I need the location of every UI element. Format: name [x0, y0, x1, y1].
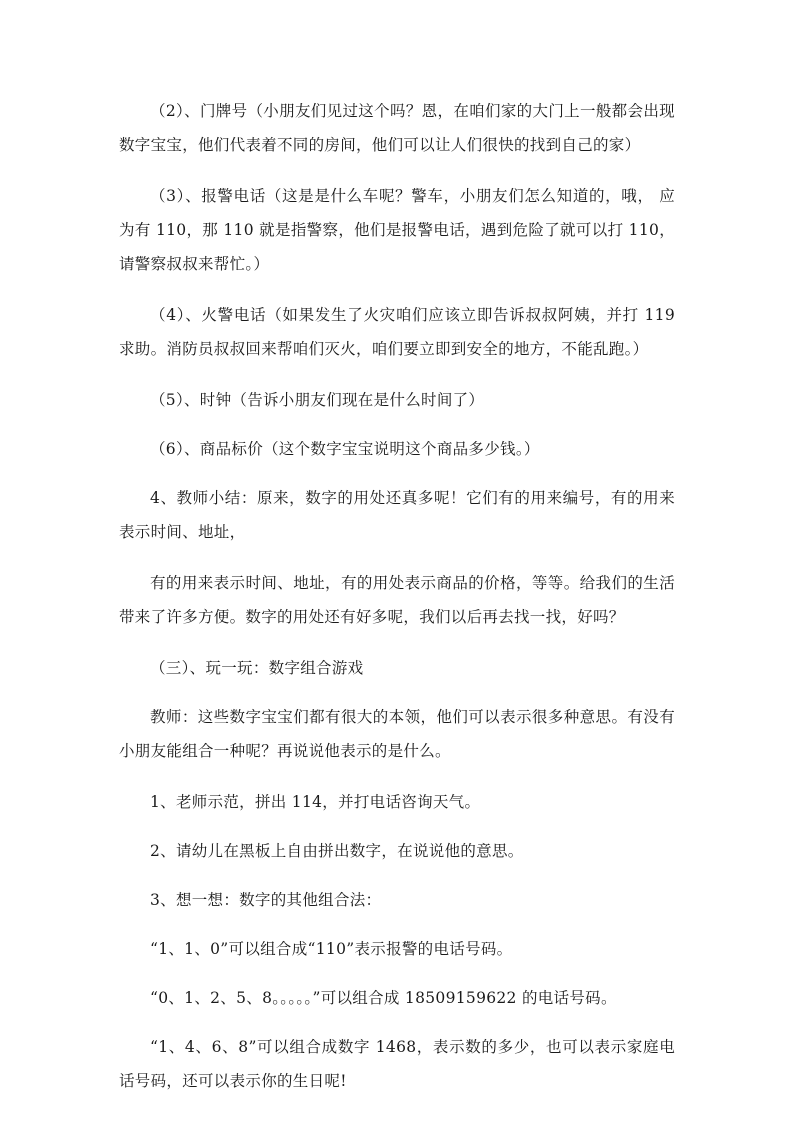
paragraph-summary-continued: 有的用来表示时间、地址，有的用处表示商品的价格，等等。给我们的生活带来了许多方便。数字的用处还有好多呢，我们以后再去找一找，好吗？ [119, 574, 675, 626]
example-1468: “1、4、6、8”可以组合成数字 1468，表示数的多少，也可以表示家庭电话号码，还可以表示你的生日呢! [119, 1038, 675, 1090]
paragraph-clock: （5）、时钟（告诉小朋友们现在是什么时间了） [150, 391, 485, 409]
paragraph-teacher-summary: 4、教师小结：原来，数字的用处还真多呢！它们有的用来编号，有的用来表示时间、地址， [119, 489, 675, 541]
example-110: “1、1、0”可以组合成“110”表示报警的电话号码。 [150, 940, 513, 958]
example-phone-number: “0、1、2、5、8。。。。。”可以组合成 18509159622 的电话号码。 [150, 989, 617, 1007]
paragraph-house-number: （2）、门牌号（小朋友们见过这个吗？恩，在咱们家的大门上一般都会出现数字宝宝，他们代表着不同的房间，他们可以让人们很快的找到自己的家） [119, 102, 675, 154]
document-page [119, 94, 675, 1115]
section-heading-number-game: （三）、玩一玩：数字组合游戏 [150, 659, 364, 677]
list-item-demo: 1、老师示范，拼出 114，并打电话咨询天气。 [150, 793, 481, 811]
paragraph-fire-phone: （4）、火警电话（如果发生了火灾咱们应该立即告诉叔叔阿姨，并打 119 求助。消防员叔叔回来帮咱们灭火，咱们要立即到安全的地方，不能乱跑。） [119, 306, 675, 358]
paragraph-police-phone: （3）、报警电话（这是是什么车呢？警车，小朋友们怎么知道的，哦， 应为有 110，那 110 就是指警察，他们是报警电话，遇到危险了就可以打 110，请警察叔叔来帮忙。） [119, 187, 675, 273]
list-item-blackboard: 2、请幼儿在黑板上自由拼出数字，在说说他的意思。 [150, 842, 524, 860]
paragraph-price-tag: （6）、商品标价（这个数字宝宝说明这个商品多少钱。） [150, 440, 540, 458]
paragraph-teacher-prompt: 教师：这些数字宝宝们都有很大的本领，他们可以表示很多种意思。有没有小朋友能组合一种呢？再说说他表示的是什么。 [119, 708, 675, 760]
list-item-think: 3、想一想：数字的其他组合法： [150, 891, 382, 909]
